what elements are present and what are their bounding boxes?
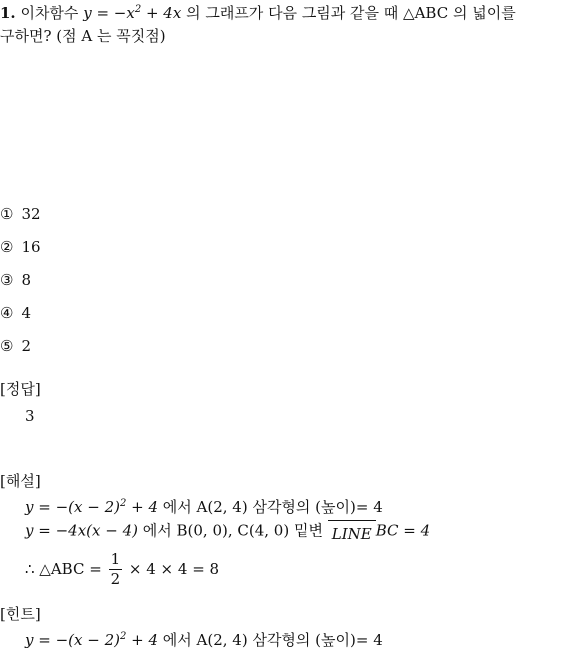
choice-1[interactable] <box>0 207 41 222</box>
explanation-header: [해설] <box>0 472 41 490</box>
explanation-formula-2: y = −4x(x − 4) <box>25 521 138 540</box>
choice-value: 2 <box>21 337 31 355</box>
explanation-tail-3: × 4 × 4 = 8 <box>128 559 220 578</box>
hint-text-1: 에서 A(2, 4) 삼각형의 (높이)= 4 <box>162 631 383 649</box>
explanation-line-3 <box>25 551 219 587</box>
choice-3[interactable] <box>0 273 31 288</box>
choice-value: 4 <box>21 304 31 322</box>
question-text-part2: 의 그래프가 다음 그림과 같을 때 △ABC 의 넓이를 <box>186 4 516 22</box>
choice-value: 8 <box>21 271 31 289</box>
choice-mark: ④ <box>0 304 14 322</box>
choice-4[interactable] <box>0 306 31 321</box>
choice-value: 32 <box>21 205 41 223</box>
answer-value: 3 <box>25 407 35 425</box>
answer-header: [정답] <box>0 380 41 398</box>
hint-header: [힌트] <box>0 605 41 623</box>
fraction-one-half: $\frac{1}{2}$ <box>110 550 121 588</box>
explanation-tail-2: BC = 4 <box>375 521 431 540</box>
explanation-line-2 <box>25 520 430 543</box>
choice-mark: ② <box>0 238 14 256</box>
choice-mark: ③ <box>0 271 14 289</box>
overline-word: LINE <box>328 520 376 543</box>
hint-line-1 <box>25 633 383 648</box>
choice-value: 16 <box>21 238 41 256</box>
explanation-text-2: 에서 B(0, 0), C(4, 0) 밑변 <box>142 521 323 540</box>
choice-mark: ⑤ <box>0 337 14 355</box>
explanation-text-1: 에서 A(2, 4) 삼각형의 (높이)= 4 <box>162 498 383 516</box>
question-formula: $y = -x^2 + 4x$ <box>83 4 182 22</box>
explanation-prefix-3: ∴ △ABC = <box>25 559 102 578</box>
question-number: 1. <box>0 4 16 22</box>
question-line-2: 구하면? (점 A 는 꼭짓점) <box>0 27 166 45</box>
choice-2[interactable] <box>0 240 41 255</box>
choice-5[interactable] <box>0 339 31 354</box>
choice-mark: ① <box>0 205 14 223</box>
hint-formula-1: $y = -(x - 2)^2 + 4$ <box>25 631 158 649</box>
explanation-line-1 <box>25 500 383 515</box>
question-text-part1: 이차함수 <box>20 4 79 22</box>
explanation-formula-1: $y = -(x - 2)^2 + 4$ <box>25 498 158 516</box>
question-line-1 <box>0 6 516 21</box>
